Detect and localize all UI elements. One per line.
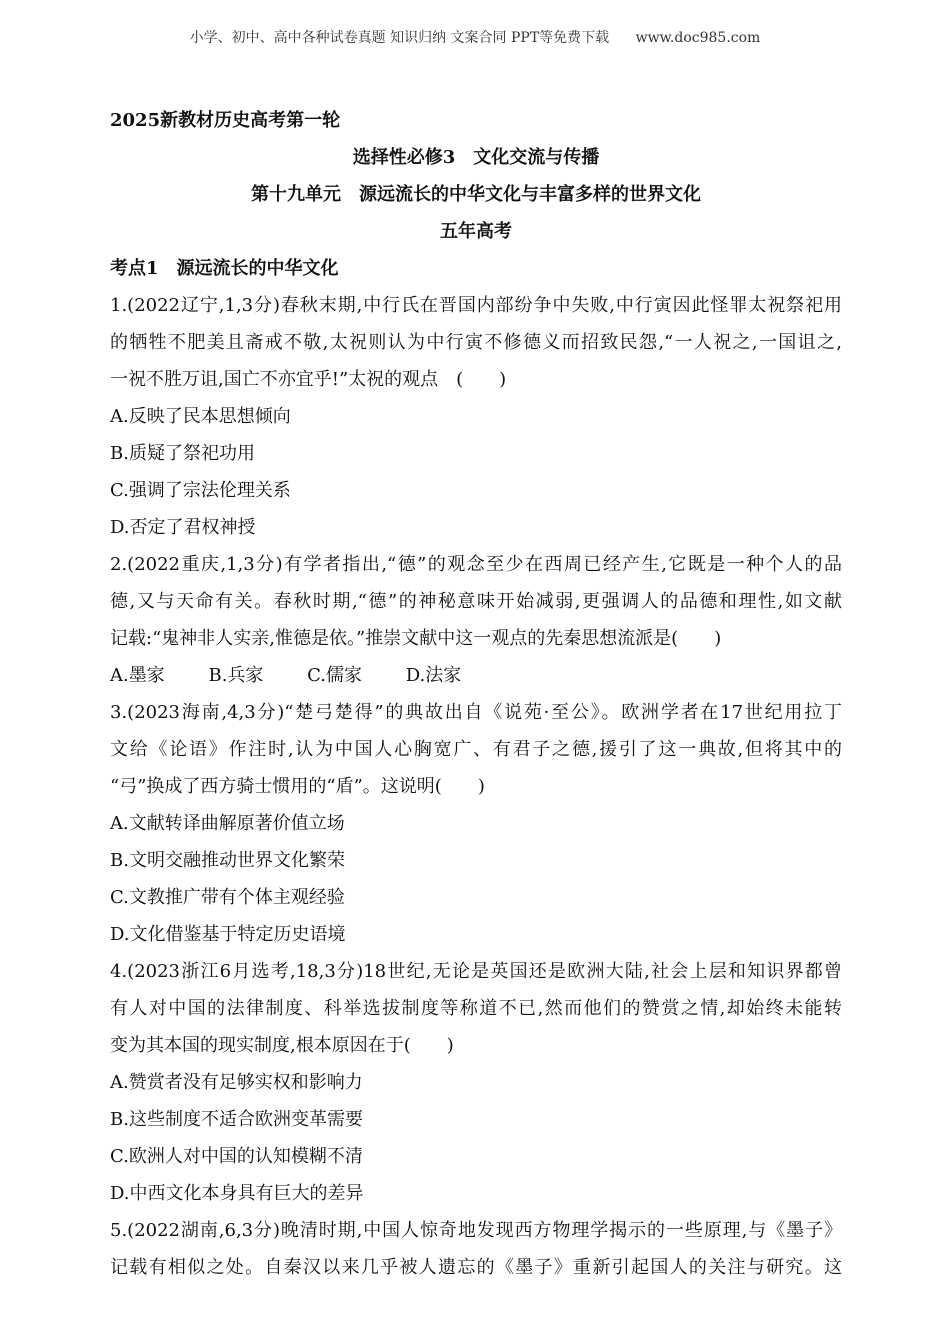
option-b: B.质疑了祭祀功用 <box>110 443 255 464</box>
document-body <box>110 102 842 1286</box>
kaodian-title: 考点1 源远流长的中华文化 <box>110 258 339 279</box>
question-stem-line: 德,又与天命有关。春秋时期,“德”的神秘意味开始减弱,更强调人的品德和理性,如文献 <box>110 591 842 612</box>
option-c: C.欧洲人对中国的认知模糊不清 <box>110 1146 363 1167</box>
question-stem-line: 3.(2023海南,4,3分)“楚弓楚得”的典故出自《说苑·至公》。欧洲学者在17世纪用拉丁 <box>110 702 842 723</box>
question-stem-line: 4.(2023浙江6月选考,18,3分)18世纪,无论是英国还是欧洲大陆,社会上层和知识界都曾 <box>110 961 842 982</box>
question-stem-line: 有人对中国的法律制度、科举选拔制度等称道不已,然而他们的赞赏之情,却始终未能转 <box>110 998 842 1019</box>
option-c: C.强调了宗法伦理关系 <box>110 480 291 501</box>
question-stem-line: 的牺牲不肥美且斋戒不敬,太祝则认为中行寅不修德义而招致民怨,“一人祝之,一国诅之, <box>110 332 842 353</box>
question-stem-line: 变为其本国的现实制度,根本原因在于( ) <box>110 1035 454 1056</box>
section-title: 五年高考 <box>440 221 512 242</box>
option-b: B.这些制度不适合欧洲变革需要 <box>110 1109 363 1130</box>
module-title: 选择性必修3 文化交流与传播 <box>352 147 600 168</box>
header-text: 小学、初中、高中各种试卷真题 知识归纳 文案合同 PPT等免费下载 <box>189 30 610 46</box>
question-4 <box>110 953 842 1212</box>
question-stem-line: 5.(2022湖南,6,3分)晚清时期,中国人惊奇地发现西方物理学揭示的一些原理,与《墨子》 <box>110 1220 842 1241</box>
question-2 <box>110 546 842 694</box>
header-url[interactable]: www.doc985.com <box>635 30 761 46</box>
question-stem-line: “弓”换成了西方骑士惯用的“盾”。这说明( ) <box>110 776 485 797</box>
page-header <box>0 27 950 47</box>
options-row <box>110 657 842 694</box>
option-a: A.赞赏者没有足够实权和影响力 <box>110 1072 363 1093</box>
question-3 <box>110 694 842 953</box>
option-d: D.否定了君权神授 <box>110 517 256 538</box>
question-1 <box>110 287 842 546</box>
series-title: 2025新教材历史高考第一轮 <box>110 110 341 131</box>
option-b: B.文明交融推动世界文化繁荣 <box>110 850 345 871</box>
question-stem-line: 记载有相似之处。自秦汉以来几乎被人遗忘的《墨子》重新引起国人的关注与研究。这 <box>110 1257 842 1278</box>
option-d: D.法家 <box>405 665 462 686</box>
option-b: B.兵家 <box>208 665 264 686</box>
question-5 <box>110 1212 842 1286</box>
question-stem-line: 1.(2022辽宁,1,3分)春秋末期,中行氏在晋国内部纷争中失败,中行寅因此怪罪太祝祭祀用 <box>110 295 842 316</box>
unit-title: 第十九单元 源远流长的中华文化与丰富多样的世界文化 <box>251 184 701 205</box>
option-c: C.文教推广带有个体主观经验 <box>110 887 345 908</box>
question-stem-line: 一祝不胜万诅,国亡不亦宜乎!”太祝的观点 ( ) <box>110 369 507 390</box>
option-d: D.文化借鉴基于特定历史语境 <box>110 924 346 945</box>
option-a: A.反映了民本思想倾向 <box>110 406 291 427</box>
option-a: A.文献转译曲解原著价值立场 <box>110 813 345 834</box>
question-stem-line: 2.(2022重庆,1,3分)有学者指出,“德”的观念至少在西周已经产生,它既是一种个人的品 <box>110 554 842 575</box>
option-a: A.墨家 <box>110 665 165 686</box>
question-stem-line: 文给《论语》作注时,认为中国人心胸宽广、有君子之德,援引了这一典故,但将其中的 <box>110 739 842 760</box>
option-c: C.儒家 <box>307 665 363 686</box>
option-d: D.中西文化本身具有巨大的差异 <box>110 1183 364 1204</box>
question-stem-line: 记载:“鬼神非人实亲,惟德是依。”推崇文献中这一观点的先秦思想流派是( ) <box>110 628 722 649</box>
